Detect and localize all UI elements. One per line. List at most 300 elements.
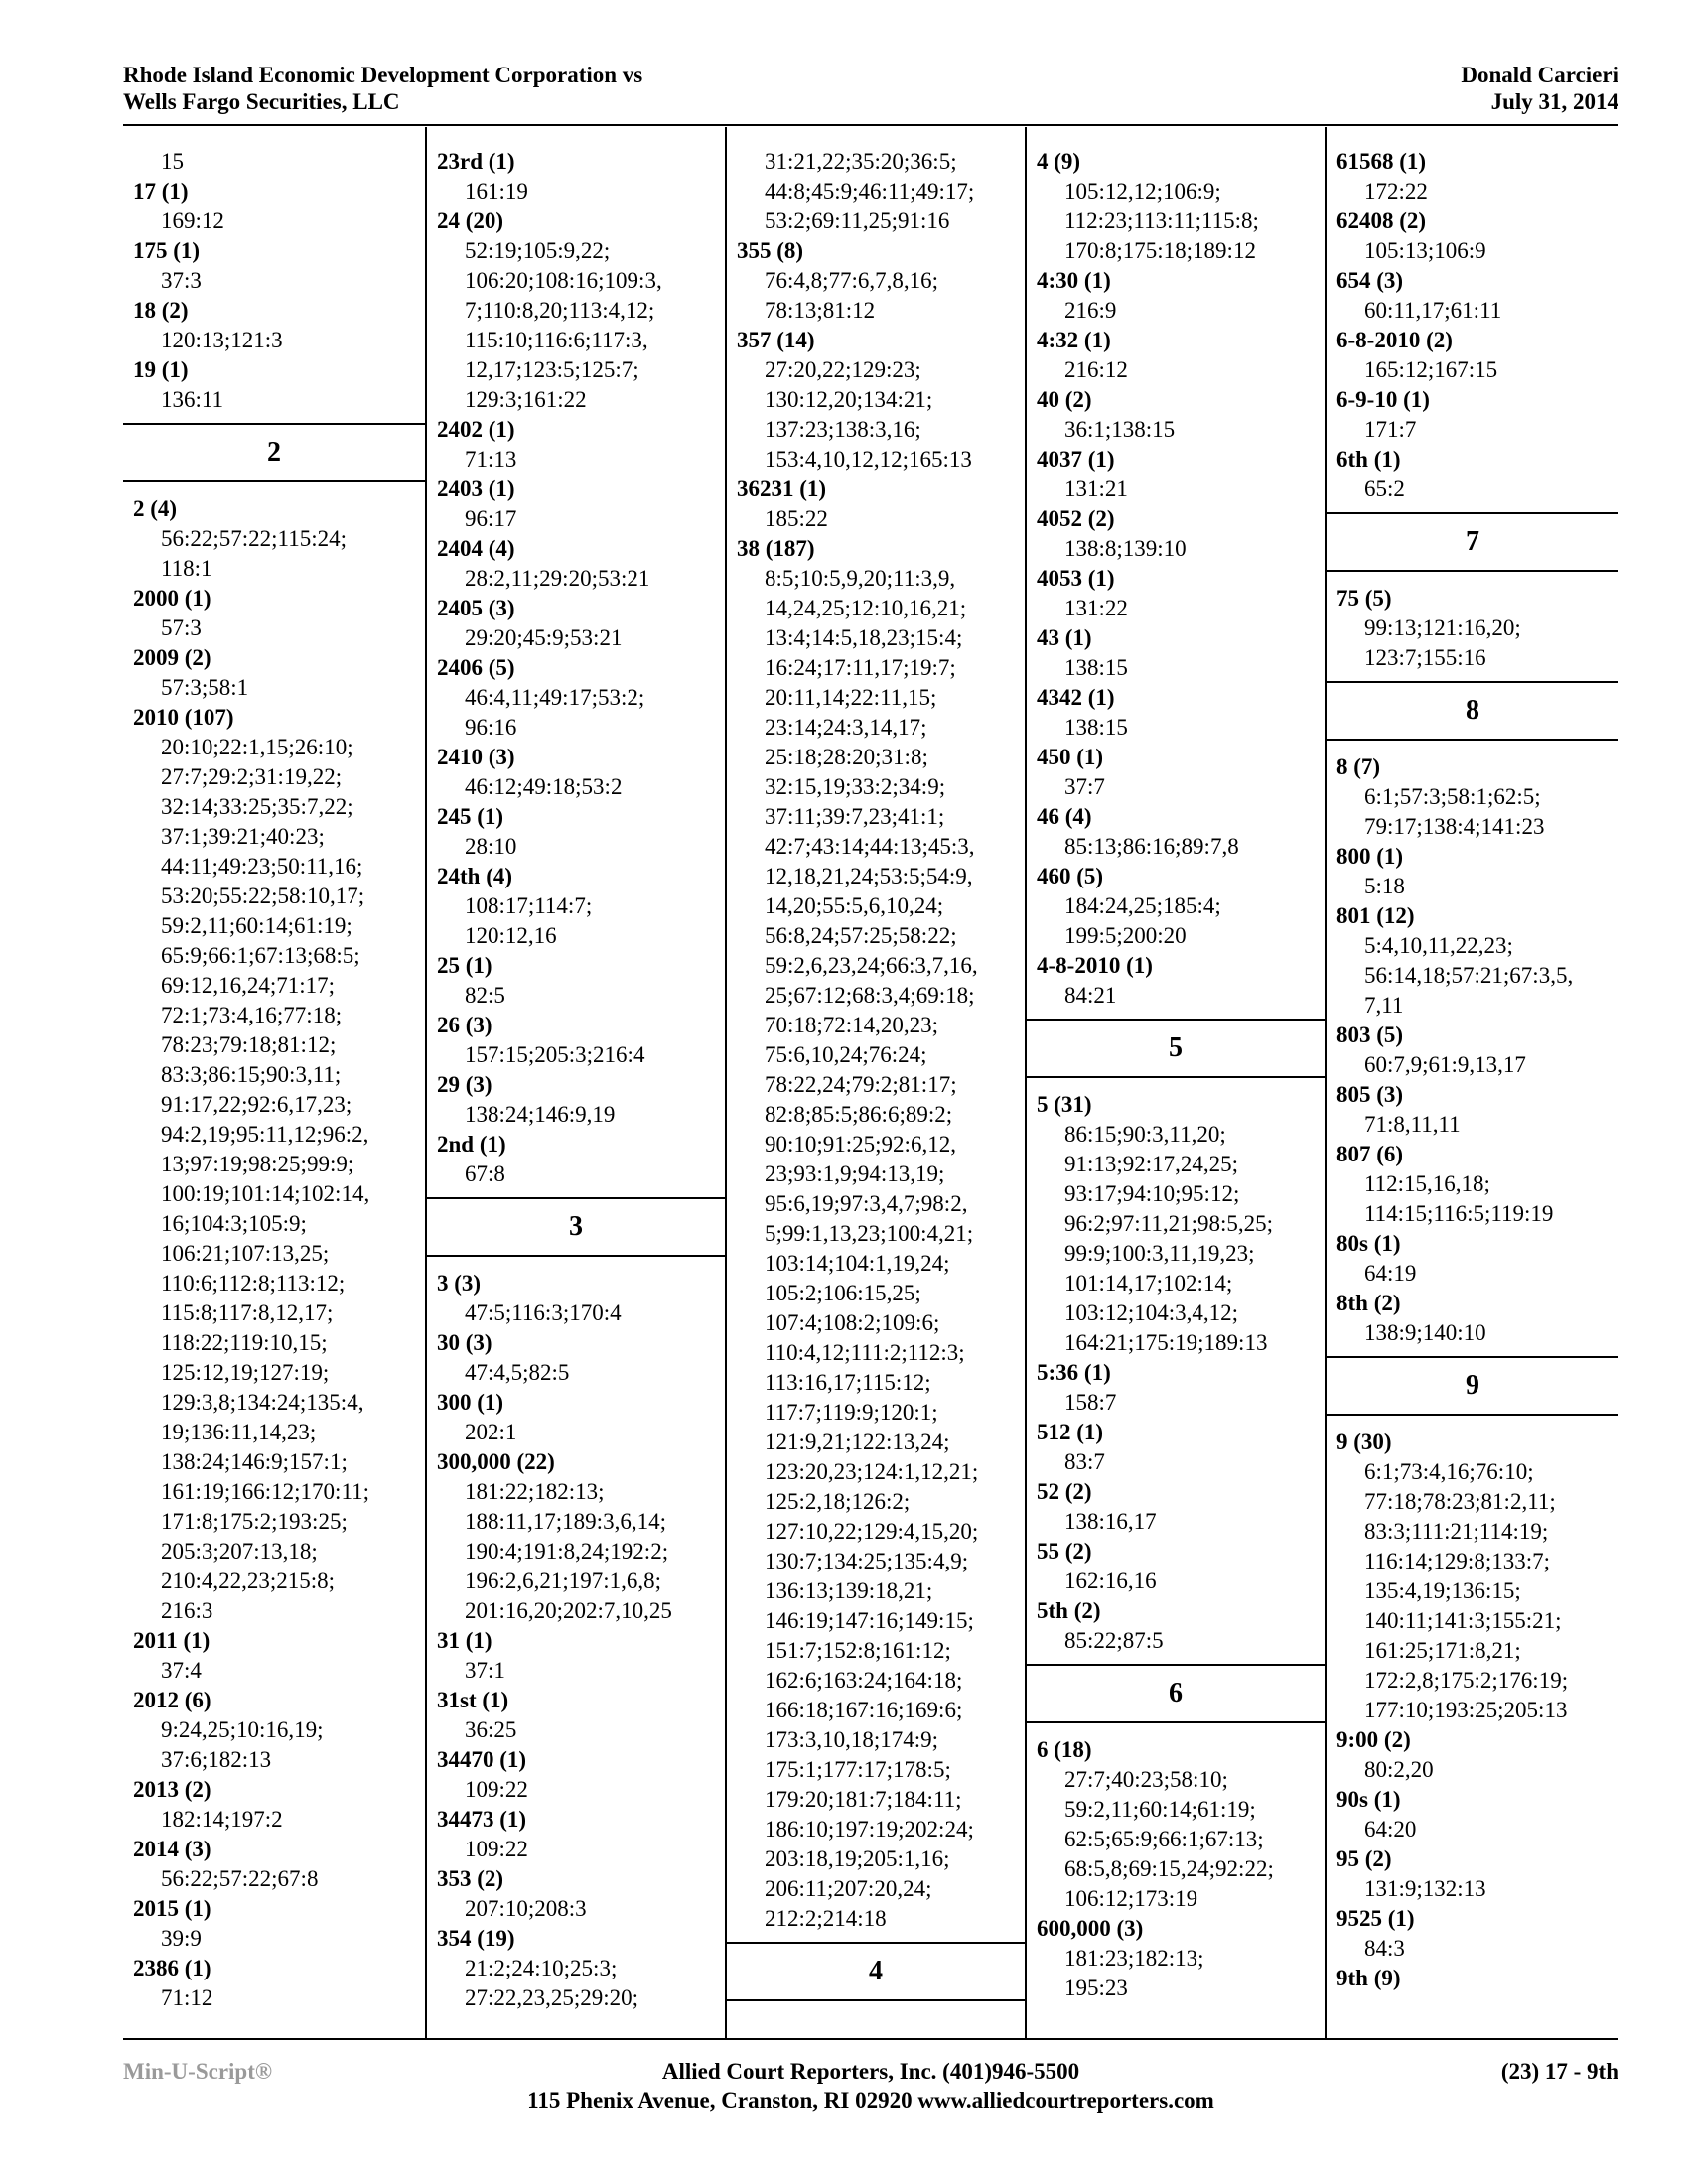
page-references: 201:16,20;202:7,10,25	[465, 1598, 672, 1623]
page-references: 137:23;138:3,16;	[765, 417, 921, 442]
page-references: 37:4	[161, 1658, 202, 1683]
index-term: 6-9-10 (1)	[1336, 387, 1430, 412]
page-references: 90:10;91:25;92:6,12,	[765, 1132, 956, 1157]
page-references: 62:5;65:9;66:1;67:13;	[1064, 1827, 1264, 1851]
page-references: 138:24;146:9;157:1;	[161, 1449, 348, 1474]
page-references: 138:15	[1064, 655, 1128, 680]
page-references: 83:3;111:21;114:19;	[1364, 1519, 1549, 1544]
page-references: 65:2	[1364, 477, 1405, 501]
page-references: 206:11;207:20,24;	[765, 1876, 932, 1901]
page-references: 184:24,25;185:4;	[1064, 893, 1221, 918]
page-references: 203:18,19;205:1,16;	[765, 1846, 950, 1871]
page-references: 78:13;81:12	[765, 298, 876, 323]
index-term: 654 (3)	[1336, 268, 1404, 293]
page-references: 85:22;87:5	[1064, 1628, 1164, 1653]
page-references: 181:22;182:13;	[465, 1479, 605, 1504]
page-references: 96:16	[465, 715, 517, 740]
page-references: 146:19;147:16;149:15;	[765, 1608, 974, 1633]
page-references: 166:18;167:16;169:6;	[765, 1698, 963, 1722]
page-references: 123:20,23;124:1,12,21;	[765, 1459, 979, 1484]
index-term: 2386 (1)	[133, 1956, 211, 1980]
page-references: 164:21;175:19;189:13	[1064, 1330, 1268, 1355]
index-term: 353 (2)	[437, 1866, 504, 1891]
page-header	[123, 62, 1618, 123]
index-term: 75 (5)	[1336, 586, 1392, 611]
index-term: 8th (2)	[1336, 1291, 1401, 1315]
index-term: 62408 (2)	[1336, 208, 1427, 233]
page-references: 6:1;73:4,16;76:10;	[1364, 1459, 1534, 1484]
page-references: 135:4,19;136:15;	[1364, 1578, 1521, 1603]
page-references: 109:22	[465, 1777, 528, 1802]
page-references: 37:6;182:13	[161, 1747, 272, 1772]
index-term: 9 (30)	[1336, 1430, 1392, 1454]
index-term: 4-8-2010 (1)	[1037, 953, 1153, 978]
index-term: 4342 (1)	[1037, 685, 1115, 710]
index-term: 805 (3)	[1336, 1082, 1404, 1107]
min-u-script-brand: Min-U-Script®	[123, 2059, 273, 2084]
page-references: 25;67:12;68:3,4;69:18;	[765, 983, 975, 1008]
page-references: 96:17	[465, 506, 517, 531]
deposition-date: July 31, 2014	[1490, 89, 1618, 114]
page-references: 138:16,17	[1064, 1509, 1157, 1534]
index-term: 4 (9)	[1037, 149, 1081, 174]
page-references: 44:8;45:9;46:11;49:17;	[765, 179, 975, 204]
page-references: 75:6,10,24;76:24;	[765, 1042, 927, 1067]
witness-name: Donald Carcieri	[1461, 63, 1618, 87]
page-references: 109:22	[465, 1837, 528, 1861]
page-references: 130:12,20;134:21;	[765, 387, 933, 412]
page-references: 106:12;173:19	[1064, 1886, 1198, 1911]
index-term: 245 (1)	[437, 804, 504, 829]
page-references: 76:4,8;77:6,7,8,16;	[765, 268, 939, 293]
page-references: 46:12;49:18;53:2	[465, 774, 623, 799]
index-term: 61568 (1)	[1336, 149, 1427, 174]
page-references: 29:20;45:9;53:21	[465, 625, 623, 650]
index-term: 512 (1)	[1037, 1420, 1104, 1444]
page-references: 13:4;14:5,18,23;15:4;	[765, 625, 963, 650]
page-references: 71:8,11,11	[1364, 1112, 1461, 1137]
index-term: 40 (2)	[1037, 387, 1092, 412]
index-term: 5 (31)	[1037, 1092, 1092, 1117]
index-term: 26 (3)	[437, 1013, 492, 1037]
page-references: 36:1;138:15	[1064, 417, 1176, 442]
section-header: 3	[427, 1197, 725, 1257]
page-references: 108:17;114:7;	[465, 893, 593, 918]
index-term: 90s (1)	[1336, 1787, 1401, 1812]
page-references: 103:12;104:3,4,12;	[1064, 1300, 1239, 1325]
index-term: 2000 (1)	[133, 586, 211, 611]
page-references: 91:13;92:17,24,25;	[1064, 1152, 1239, 1176]
section-header: 5	[1027, 1019, 1325, 1078]
page-references: 138:9;140:10	[1364, 1320, 1486, 1345]
index-term: 25 (1)	[437, 953, 492, 978]
page-references: 161:19;166:12;170:11;	[161, 1479, 369, 1504]
index-term: 4:32 (1)	[1037, 328, 1111, 352]
index-term: 357 (14)	[737, 328, 815, 352]
index-term: 2402 (1)	[437, 417, 515, 442]
page-references: 171:7	[1364, 417, 1417, 442]
index-term: 2403 (1)	[437, 477, 515, 501]
page-references: 136:11	[161, 387, 224, 412]
page-references: 78:23;79:18;81:12;	[161, 1032, 337, 1057]
page-references: 5:4,10,11,22,23;	[1364, 933, 1513, 958]
index-term: 5:36 (1)	[1037, 1360, 1111, 1385]
page-references: 129:3;161:22	[465, 387, 587, 412]
case-caption	[123, 62, 642, 115]
page-references: 105:2;106:15,25;	[765, 1281, 921, 1305]
page-references: 36:25	[465, 1717, 517, 1742]
page-references: 7,11	[1364, 993, 1404, 1018]
index-term: 24 (20)	[437, 208, 504, 233]
index-term: 5th (2)	[1037, 1598, 1101, 1623]
index-term: 24th (4)	[437, 864, 513, 888]
index-term: 2009 (2)	[133, 645, 211, 670]
page-references: 13;97:19;98:25;99:9;	[161, 1152, 354, 1176]
index-term: 300 (1)	[437, 1390, 504, 1415]
index-term: 800 (1)	[1336, 844, 1404, 869]
page-references: 157:15;205:3;216:4	[465, 1042, 645, 1067]
index-term: 95 (2)	[1336, 1846, 1392, 1871]
page-references: 116:14;129:8;133:7;	[1364, 1549, 1550, 1573]
index-term: 175 (1)	[133, 238, 201, 263]
page-references: 114:15;116:5;119:19	[1364, 1201, 1554, 1226]
page-references: 129:3,8;134:24;135:4,	[161, 1390, 364, 1415]
page-references: 186:10;197:19;202:24;	[765, 1817, 974, 1842]
index-term: 2015 (1)	[133, 1896, 211, 1921]
page-references: 59:2,6,23,24;66:3,7,16,	[765, 953, 978, 978]
index-term: 9th (9)	[1336, 1966, 1401, 1990]
page-references: 121:9,21;122:13,24;	[765, 1430, 950, 1454]
page-references: 195:23	[1064, 1976, 1128, 2000]
index-term: 23rd (1)	[437, 149, 515, 174]
page-references: 32:15,19;33:2;34:9;	[765, 774, 946, 799]
page-references: 82:5	[465, 983, 505, 1008]
page-references: 171:8;175:2;193:25;	[161, 1509, 348, 1534]
page-references: 182:14;197:2	[161, 1807, 283, 1832]
page-references: 179:20;181:7;184:11;	[765, 1787, 962, 1812]
index-term: 6-8-2010 (2)	[1336, 328, 1453, 352]
page-references: 138:8;139:10	[1064, 536, 1187, 561]
page-references: 165:12;167:15	[1364, 357, 1498, 382]
page-references: 86:15;90:3,11,20;	[1064, 1122, 1226, 1147]
index-term: 4037 (1)	[1037, 447, 1115, 472]
page-references: 15	[161, 149, 184, 174]
page-references: 42:7;43:14;44:13;45:3,	[765, 834, 975, 859]
page-references: 53:2;69:11,25;91:16	[765, 208, 950, 233]
page-references: 72:1;73:4,16;77:18;	[161, 1003, 343, 1027]
page-references: 138:24;146:9,19	[465, 1102, 616, 1127]
index-term: 2 (4)	[133, 496, 178, 521]
page-references: 37:1	[465, 1658, 505, 1683]
page-references: 64:20	[1364, 1817, 1417, 1842]
case-title-line1: Rhode Island Economic Development Corporation vs	[123, 63, 643, 87]
page-references: 69:12,16,24;71:17;	[161, 973, 336, 998]
index-term: 460 (5)	[1037, 864, 1104, 888]
index-term: 19 (1)	[133, 357, 189, 382]
page-references: 84:21	[1064, 983, 1117, 1008]
page-references: 161:25;171:8,21;	[1364, 1638, 1521, 1663]
page-references: 83:7	[1064, 1449, 1105, 1474]
page-references: 27:7;40:23;58:10;	[1064, 1767, 1228, 1792]
page-references: 82:8;85:5;86:6;89:2;	[765, 1102, 953, 1127]
page-range: (23) 17 - 9th	[1500, 2059, 1618, 2084]
page-references: 91:17,22;92:6,17,23;	[161, 1092, 352, 1117]
reporter-info	[123, 2057, 1618, 2115]
index-term: 9:00 (2)	[1336, 1727, 1411, 1752]
index-term: 2011 (1)	[133, 1628, 211, 1653]
page-references: 212:2;214:18	[765, 1906, 887, 1931]
section-header: 2	[123, 423, 425, 482]
page-references: 7;110:8,20;113:4,12;	[465, 298, 655, 323]
reporter-address-web: 115 Phenix Avenue, Cranston, RI 02920 www.alliedcourtreporters.com	[527, 2088, 1214, 2113]
index-term: 46 (4)	[1037, 804, 1092, 829]
index-term: 4053 (1)	[1037, 566, 1115, 591]
index-term: 807 (6)	[1336, 1142, 1404, 1166]
index-term: 4052 (2)	[1037, 506, 1115, 531]
index-term: 55 (2)	[1037, 1539, 1092, 1564]
section-header: 4	[727, 1942, 1025, 2001]
page-references: 28:10	[465, 834, 517, 859]
page-references: 202:1	[465, 1420, 517, 1444]
page-references: 79:17;138:4;141:23	[1364, 814, 1545, 839]
page-references: 23;93:1,9;94:13,19;	[765, 1161, 945, 1186]
header-rule	[123, 124, 1618, 126]
index-column-5	[1325, 127, 1618, 2038]
page-references: 56:8,24;57:25;58:22;	[765, 923, 957, 948]
page-references: 71:13	[465, 447, 517, 472]
section-header: 9	[1327, 1356, 1618, 1416]
page-references: 59:2,11;60:14;61:19;	[1064, 1797, 1256, 1822]
page-references: 37:7	[1064, 774, 1105, 799]
page-references: 77:18;78:23;81:2,11;	[1364, 1489, 1556, 1514]
page-references: 46:4,11;49:17;53:2;	[465, 685, 645, 710]
page-references: 118:1	[161, 556, 212, 581]
page-references: 138:15	[1064, 715, 1128, 740]
page-references: 27:7;29:2;31:19,22;	[161, 764, 343, 789]
page-references: 99:9;100:3,11,19,23;	[1064, 1241, 1255, 1266]
page-references: 188:11,17;189:3,6,14;	[465, 1509, 666, 1534]
page-references: 101:14,17;102:14;	[1064, 1271, 1233, 1296]
page-references: 162:16,16	[1064, 1569, 1157, 1593]
page-references: 131:22	[1064, 596, 1128, 620]
index-term: 31st (1)	[437, 1688, 509, 1712]
page-references: 65:9;66:1;67:13;68:5;	[161, 943, 360, 968]
index-term: 9525 (1)	[1336, 1906, 1415, 1931]
page-references: 112:23;113:11;115:8;	[1064, 208, 1259, 233]
index-term: 2010 (107)	[133, 705, 234, 730]
index-term: 355 (8)	[737, 238, 804, 263]
page-references: 136:13;139:18,21;	[765, 1578, 933, 1603]
page-references: 70:18;72:14,20,23;	[765, 1013, 939, 1037]
page-references: 151:7;152:8;161:12;	[765, 1638, 951, 1663]
case-title-line2: Wells Fargo Securities, LLC	[123, 89, 400, 114]
page-references: 19;136:11,14,23;	[161, 1420, 317, 1444]
page-references: 120:12,16	[465, 923, 557, 948]
page-references: 6:1;57:3;58:1;62:5;	[1364, 784, 1541, 809]
page-references: 153:4,10,12,12;165:13	[765, 447, 972, 472]
page-references: 60:11,17;61:11	[1364, 298, 1502, 323]
index-term: 38 (187)	[737, 536, 815, 561]
page-references: 67:8	[465, 1161, 505, 1186]
index-term: 2014 (3)	[133, 1837, 211, 1861]
page-references: 216:9	[1064, 298, 1117, 323]
page-references: 170:8;175:18;189:12	[1064, 238, 1256, 263]
page-references: 25:18;28:20;31:8;	[765, 745, 928, 769]
page-references: 94:2,19;95:11,12;96:2,	[161, 1122, 369, 1147]
page-references: 205:3;207:13,18;	[161, 1539, 318, 1564]
page-references: 207:10;208:3	[465, 1896, 587, 1921]
deposition-info	[1461, 62, 1618, 115]
page-references: 196:2,6,21;197:1,6,8;	[465, 1569, 662, 1593]
index-term: 17 (1)	[133, 179, 189, 204]
index-term: 2405 (3)	[437, 596, 515, 620]
index-term: 18 (2)	[133, 298, 189, 323]
page-references: 110:6;112:8;113:12;	[161, 1271, 346, 1296]
index-term: 803 (5)	[1336, 1023, 1404, 1047]
page-references: 130:7;134:25;135:4,9;	[765, 1549, 969, 1573]
page-references: 47:5;116:3;170:4	[465, 1300, 622, 1325]
index-term: 34473 (1)	[437, 1807, 527, 1832]
page-references: 52:19;105:9,22;	[465, 238, 611, 263]
section-header: 6	[1027, 1664, 1325, 1723]
index-term: 300,000 (22)	[437, 1449, 555, 1474]
page-references: 112:15,16,18;	[1364, 1171, 1490, 1196]
page-references: 95:6,19;97:3,4,7;98:2,	[765, 1191, 968, 1216]
page-references: 169:12	[161, 208, 224, 233]
index-term: 2406 (5)	[437, 655, 515, 680]
index-term: 3 (3)	[437, 1271, 482, 1296]
page-footer	[123, 2057, 1618, 2116]
index-term: 2410 (3)	[437, 745, 515, 769]
page-references: 37:1;39:21;40:23;	[161, 824, 325, 849]
page-references: 23:14;24:3,14,17;	[765, 715, 927, 740]
index-term: 4:30 (1)	[1037, 268, 1111, 293]
index-term: 354 (19)	[437, 1926, 515, 1951]
page-references: 20:11,14;22:11,15;	[765, 685, 937, 710]
page-references: 216:3	[161, 1598, 213, 1623]
page-references: 5;99:1,13,23;100:4,21;	[765, 1221, 974, 1246]
page-references: 127:10,22;129:4,15,20;	[765, 1519, 979, 1544]
index-column-2	[425, 127, 725, 2038]
page-references: 12,17;123:5;125:7;	[465, 357, 639, 382]
page-references: 185:22	[765, 506, 828, 531]
reporter-name-phone: Allied Court Reporters, Inc. (401)946-5500	[661, 2059, 1080, 2084]
index-term: 30 (3)	[437, 1330, 492, 1355]
index-term: 43 (1)	[1037, 625, 1092, 650]
page-references: 110:4,12;111:2;112:3;	[765, 1340, 965, 1365]
page-references: 85:13;86:16;89:7,8	[1064, 834, 1239, 859]
page-references: 68:5,8;69:15,24;92:22;	[1064, 1856, 1274, 1881]
page-references: 162:6;163:24;164:18;	[765, 1668, 963, 1693]
page-references: 9:24,25;10:16,19;	[161, 1717, 324, 1742]
index-column-4	[1025, 127, 1325, 2038]
page-references: 21:2;24:10;25:3;	[465, 1956, 618, 1980]
index-term: 34470 (1)	[437, 1747, 527, 1772]
page-references: 47:4,5;82:5	[465, 1360, 570, 1385]
page-references: 53:20;55:22;58:10,17;	[161, 884, 365, 908]
page-references: 216:12	[1064, 357, 1128, 382]
page-references: 8:5;10:5,9,20;11:3,9,	[765, 566, 956, 591]
page-references: 173:3,10,18;174:9;	[765, 1727, 939, 1752]
page-references: 84:3	[1364, 1936, 1405, 1961]
page-references: 60:7,9;61:9,13,17	[1364, 1052, 1526, 1077]
index-term: 29 (3)	[437, 1072, 492, 1097]
index-term: 52 (2)	[1037, 1479, 1092, 1504]
index-term: 80s (1)	[1336, 1231, 1401, 1256]
index-term: 600,000 (3)	[1037, 1916, 1144, 1941]
index-term: 6 (18)	[1037, 1737, 1092, 1762]
page-references: 100:19;101:14;102:14,	[161, 1181, 370, 1206]
index-term: 8 (7)	[1336, 754, 1381, 779]
page-references: 158:7	[1064, 1390, 1117, 1415]
index-term: 2404 (4)	[437, 536, 515, 561]
section-header: 8	[1327, 681, 1618, 741]
page-references: 115:8;117:8,12,17;	[161, 1300, 334, 1325]
page-references: 199:5;200:20	[1064, 923, 1187, 948]
index-column-1	[123, 127, 425, 2038]
page-references: 131:9;132:13	[1364, 1876, 1486, 1901]
page-references: 20:10;22:1,15;26:10;	[161, 735, 353, 759]
page-references: 103:14;104:1,19,24;	[765, 1251, 950, 1276]
page-references: 96:2;97:11,21;98:5,25;	[1064, 1211, 1273, 1236]
index-term: 2013 (2)	[133, 1777, 211, 1802]
page-references: 44:11;49:23;50:11,16;	[161, 854, 363, 879]
page-references: 118:22;119:10,15;	[161, 1330, 328, 1355]
page-references: 93:17;94:10;95:12;	[1064, 1181, 1240, 1206]
page-references: 57:3	[161, 615, 202, 640]
page-references: 123:7;155:16	[1364, 645, 1486, 670]
page-references: 57:3;58:1	[161, 675, 249, 700]
page-references: 37:3	[161, 268, 202, 293]
index-term: 801 (12)	[1336, 903, 1415, 928]
page-references: 64:19	[1364, 1261, 1417, 1286]
page-references: 172:22	[1364, 179, 1428, 204]
page-references: 140:11;141:3;155:21;	[1364, 1608, 1562, 1633]
page-references: 28:2,11;29:20;53:21	[465, 566, 650, 591]
page-references: 105:12,12;106:9;	[1064, 179, 1221, 204]
page-references: 125:2,18;126:2;	[765, 1489, 911, 1514]
page-references: 99:13;121:16,20;	[1364, 615, 1521, 640]
page-references: 16:24;17:11,17;19:7;	[765, 655, 956, 680]
index-term: 2nd (1)	[437, 1132, 506, 1157]
page-references: 161:19	[465, 179, 528, 204]
index-term: 36231 (1)	[737, 477, 827, 501]
page-references: 113:16,17;115:12;	[765, 1370, 931, 1395]
index-term: 31 (1)	[437, 1628, 492, 1653]
index-term: 6th (1)	[1336, 447, 1401, 472]
page-references: 190:4;191:8,24;192:2;	[465, 1539, 669, 1564]
page-references: 56:22;57:22;115:24;	[161, 526, 347, 551]
page-references: 105:13;106:9	[1364, 238, 1486, 263]
section-header: 7	[1327, 512, 1618, 572]
page-references: 115:10;116:6;117:3,	[465, 328, 648, 352]
page-references: 59:2,11;60:14;61:19;	[161, 913, 352, 938]
page-references: 5:18	[1364, 874, 1405, 898]
page-references: 83:3;86:15;90:3,11;	[161, 1062, 342, 1087]
page-references: 177:10;193:25;205:13	[1364, 1698, 1568, 1722]
page-references: 27:22,23,25;29:20;	[465, 1985, 639, 2010]
page-references: 131:21	[1064, 477, 1128, 501]
page-references: 107:4;108:2;109:6;	[765, 1310, 940, 1335]
page-references: 78:22,24;79:2;81:17;	[765, 1072, 957, 1097]
page-references: 117:7;119:9;120:1;	[765, 1400, 938, 1425]
page-references: 172:2,8;175:2;176:19;	[1364, 1668, 1569, 1693]
page-references: 12,18,21,24;53:5;54:9,	[765, 864, 973, 888]
page-references: 14,20;55:5,6,10,24;	[765, 893, 944, 918]
page-references: 181:23;182:13;	[1064, 1946, 1204, 1971]
page-references: 27:20,22;129:23;	[765, 357, 921, 382]
page-references: 106:20;108:16;109:3,	[465, 268, 662, 293]
